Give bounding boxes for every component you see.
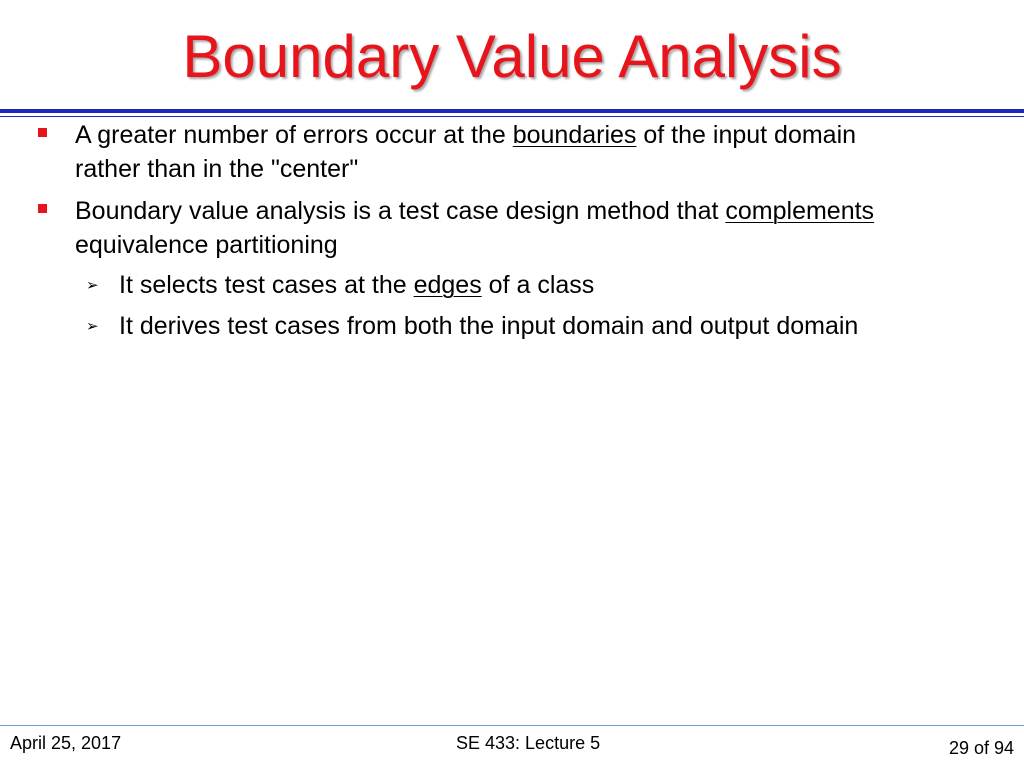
- bullet-line: [75, 152, 358, 186]
- underlined-term: edges: [413, 271, 482, 299]
- square-bullet-icon: [38, 128, 47, 137]
- bullet-text: It derives test cases from both the input domain and output domain: [119, 312, 859, 340]
- footer-date: April 25, 2017: [10, 733, 122, 753]
- bullet-text: of the input domain: [643, 121, 857, 149]
- bullet-line: [75, 228, 338, 262]
- underlined-term: boundaries: [512, 121, 637, 149]
- arrow-bullet-icon: ➢: [86, 277, 99, 294]
- arrow-bullet-icon: ➢: [86, 318, 99, 335]
- bullet-text: rather than in the "center": [75, 155, 359, 183]
- title-divider-thin: [0, 116, 1024, 117]
- bullet-text: A greater number of errors occur at the: [75, 121, 506, 149]
- bullet-text: It selects test cases at the: [119, 271, 407, 299]
- bullet-line: [119, 268, 594, 302]
- bullet-text: of a class: [488, 271, 595, 299]
- footer-course: SE 433: Lecture 5: [456, 733, 601, 753]
- bullet-line: [75, 194, 874, 228]
- footer-page-number: 29 of 94: [948, 738, 1014, 758]
- bullet-text: Boundary value analysis is a test case design method that: [75, 197, 719, 225]
- square-bullet-icon: [38, 204, 47, 213]
- bullet-text: equivalence partitioning: [75, 231, 338, 259]
- title-divider: [0, 109, 1024, 113]
- underlined-term: complements: [725, 197, 875, 225]
- slide-title: Boundary Value Analysis: [182, 23, 842, 90]
- bullet-line: [75, 118, 856, 152]
- footer-divider: [0, 725, 1024, 726]
- bullet-line: [119, 309, 858, 343]
